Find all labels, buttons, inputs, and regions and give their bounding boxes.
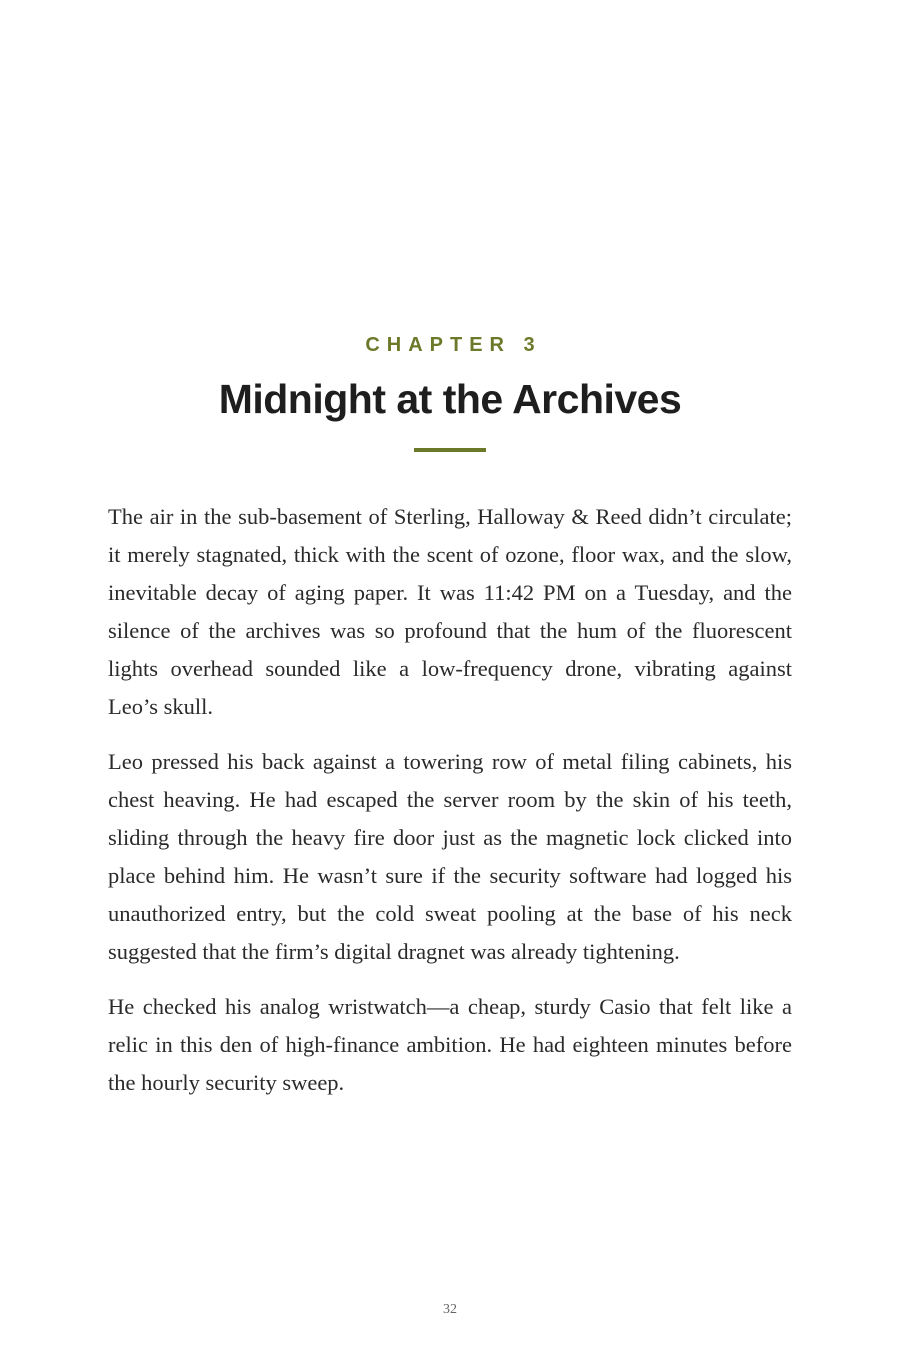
- chapter-label: CHAPTER 3: [365, 334, 542, 356]
- paragraph: Leo pressed his back against a towering row of metal filing cabinets, his chest heaving. He had escaped the server room by the skin of his teeth, sliding through the heavy fire door just as the magnetic lock clicked into place behind him. He wasn’t sure if the security software had logged his unauthorized entry, but the cold sweat pooling at the base of his neck suggested that the firm’s digital dragnet was already tightening.: [108, 749, 792, 964]
- title-divider: [414, 448, 486, 452]
- chapter-title: Midnight at the Archives: [218, 376, 682, 422]
- chapter-body: [108, 498, 792, 1119]
- page-number: 32: [443, 1302, 457, 1317]
- paragraph: He checked his analog wristwatch—a cheap, sturdy Casio that felt like a relic in this den of high-finance ambition. He had eighteen minutes before the hourly security sweep.: [108, 994, 792, 1095]
- paragraph: The air in the sub-basement of Sterling, Halloway & Reed didn’t circulate; it merely stagnated, thick with the scent of ozone, floor wax, and the slow, inevitable decay of aging paper. It was 11:42 PM on a Tuesday, and the silence of the archives was so profound that the hum of the fluorescent lights overhead sounded like a low-frequency drone, vibrating against Leo’s skull.: [108, 504, 792, 719]
